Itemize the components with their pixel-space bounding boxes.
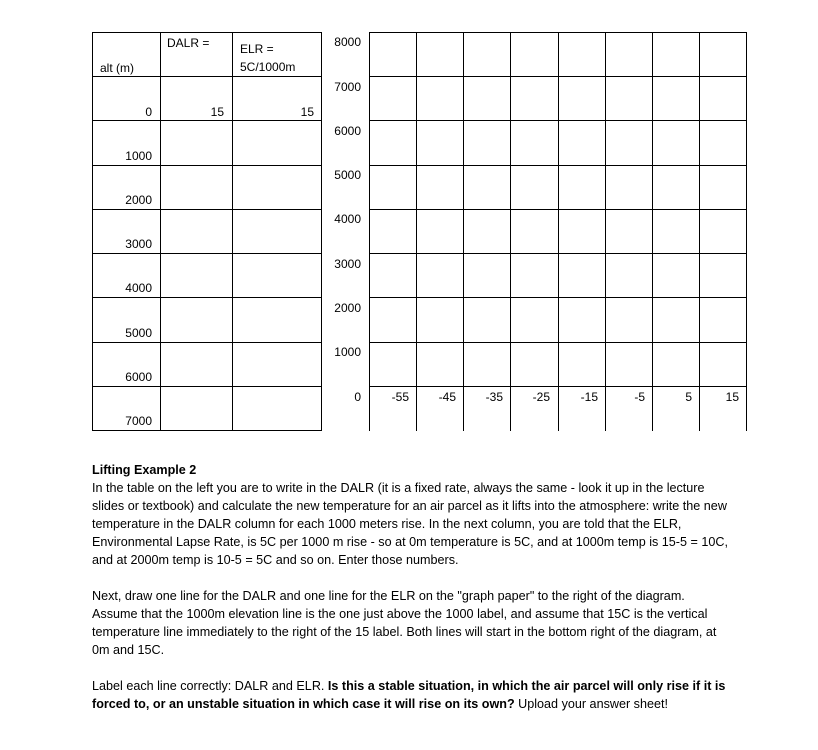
elevation-label-5000: 5000	[334, 168, 361, 182]
elevation-label-8000: 8000	[334, 35, 361, 49]
instructions-paragraph-2: Next, draw one line for the DALR and one line for the ELR on the "graph paper" to the right of the diagram. Assume that the 1000m elevation line is the one just above the 1000 label, and assume that 15C is the vertical temperature line immediately to the right of the 15 label. Both lines will start in the bottom right of the diagram, at 0m and 15C.	[92, 589, 717, 657]
instructions-paragraph-3-start: Label each line correctly: DALR and ELR.	[92, 679, 328, 693]
temperature-label-5: 5	[685, 390, 692, 404]
altitude-label-3000: 3000	[125, 237, 152, 251]
instructions-title: Lifting Example 2	[92, 463, 197, 477]
altitude-label-4000: 4000	[125, 281, 152, 295]
instructions-paragraph-3-end: Upload your answer sheet!	[514, 697, 668, 711]
temperature-label-minus55: -55	[391, 390, 409, 404]
temperature-label-minus45: -45	[438, 390, 456, 404]
altitude-label-6000: 6000	[125, 370, 152, 384]
temperature-label-minus5: -5	[634, 390, 645, 404]
elr-start-value[interactable]: 15	[300, 105, 314, 119]
alt-header: alt (m)	[100, 61, 134, 75]
elr-header-line2: 5C/1000m	[240, 60, 296, 74]
altitude-label-2000: 2000	[125, 193, 152, 207]
dalr-start-value[interactable]: 15	[210, 105, 224, 119]
elevation-label-6000: 6000	[334, 124, 361, 138]
elevation-label-0: 0	[354, 390, 361, 404]
temperature-label-minus15: -15	[580, 390, 598, 404]
instructions-paragraph-3	[92, 677, 732, 713]
elevation-label-1000: 1000	[334, 345, 361, 359]
altitude-label-0: 0	[145, 105, 152, 119]
temperature-label-15: 15	[725, 390, 739, 404]
dalr-header: DALR =	[167, 36, 210, 50]
instructions	[92, 461, 732, 713]
altitude-label-5000: 5000	[125, 326, 152, 340]
elr-header-line1: ELR =	[240, 42, 274, 56]
altitude-label-7000: 7000	[125, 414, 152, 428]
elevation-label-4000: 4000	[334, 212, 361, 226]
elevation-label-2000: 2000	[334, 301, 361, 315]
temperature-label-minus35: -35	[485, 390, 503, 404]
instructions-paragraph-1: In the table on the left you are to write in the DALR (it is a fixed rate, always the same - look it up in the lecture slides or textbook) and calculate the new temperature for an air parcel as it lifts into the atmosphere: write the new temperature in the DALR column for each 1000 meters rise. In the next column, you are told that the ELR, Environmental Lapse Rate, is 5C per 1000 m rise - so at 0m temperature is 5C, and at 1000m temp is 15-5 = 10C, and at 2000m temp is 10-5 = 5C and so on. Enter those numbers.	[92, 481, 728, 567]
instructions-question: Is this a stable situation, in which the air parcel will only rise if it is forced to, or an unstable situation in which case it will rise on its own?	[92, 679, 726, 711]
temperature-label-minus25: -25	[532, 390, 550, 404]
altitude-label-1000: 1000	[125, 149, 152, 163]
elevation-label-7000: 7000	[334, 80, 361, 94]
elevation-label-3000: 3000	[334, 257, 361, 271]
